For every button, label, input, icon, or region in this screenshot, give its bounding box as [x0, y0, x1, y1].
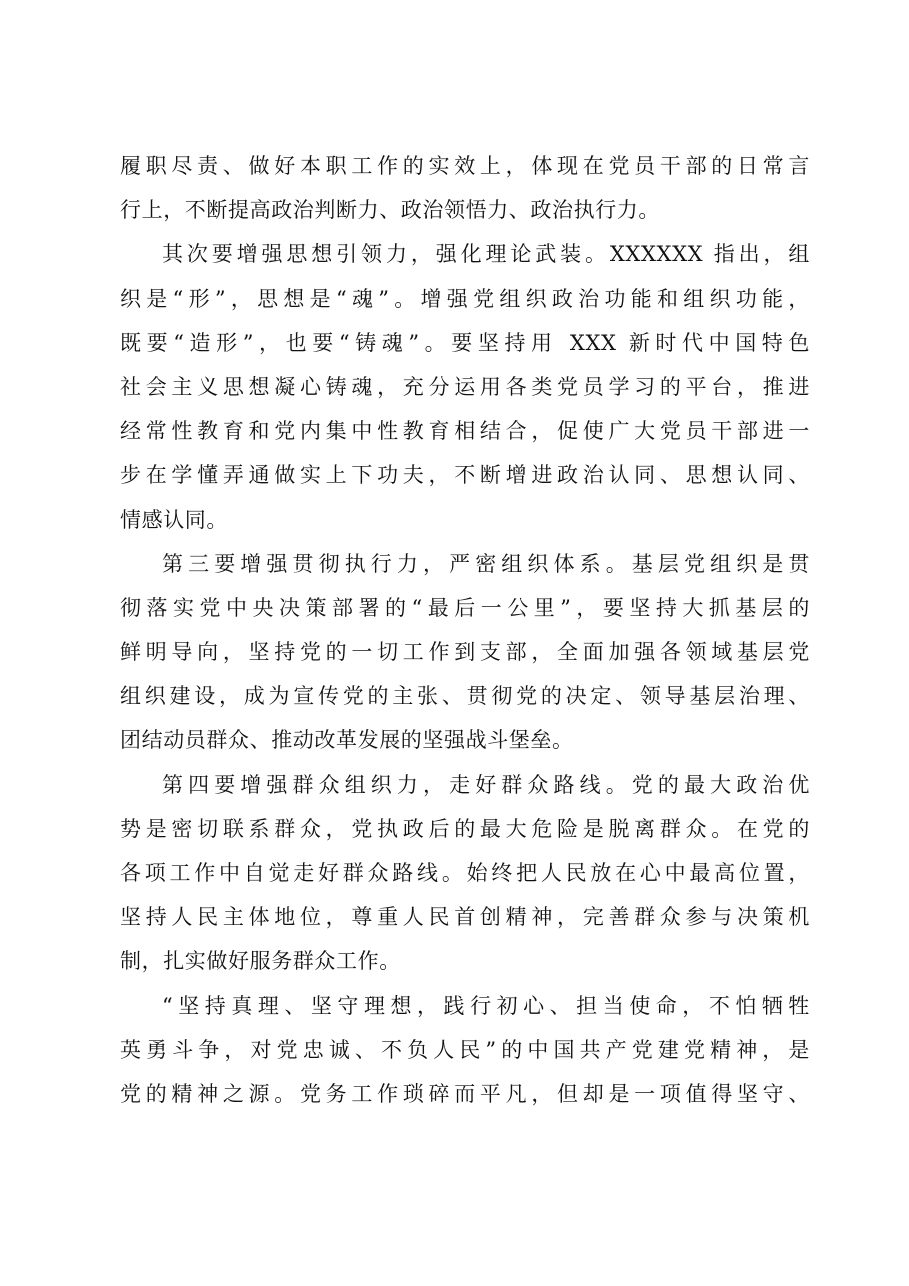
paragraph-line: 制，扎实做好服务群众工作。: [120, 949, 401, 974]
paragraph-line: 各项工作中自觉走好群众路线。始终把人民放在心中最高位置，: [120, 861, 810, 885]
document-body: [120, 155, 810, 1127]
paragraph-line: “坚持真理、坚守理想，践行初心、担当使命，不怕牺牲: [162, 993, 810, 1018]
paragraph-line: 履职尽责、做好本职工作的实效上，体现在党员干部的日常言: [120, 154, 810, 178]
paragraph-line: 组织建设，成为宣传党的主张、贯彻党的决定、领导基层治理、: [120, 684, 810, 709]
paragraph-line: 英勇斗争，对党忠诚、不负人民”的中国共产党建党精神，是: [120, 1037, 810, 1062]
paragraph-line: 其次要增强思想引领力，强化理论武装。XXXXXX 指出，组: [162, 242, 810, 267]
paragraph-line: 鲜明导向，坚持党的一切工作到支部，全面加强各领域基层党: [120, 640, 810, 665]
paragraph-line: 第四要增强群众组织力，走好群众路线。党的最大政治优: [162, 772, 810, 797]
paragraph-line: 党的精神之源。党务工作琐碎而平凡，但却是一项值得坚守、: [120, 1081, 810, 1106]
paragraph-line: 情感认同。: [120, 507, 228, 532]
paragraph-line: 第三要增强贯彻执行力，严密组织体系。基层党组织是贯: [162, 551, 810, 576]
paragraph-line: 势是密切联系群众，党执政后的最大危险是脱离群众。在党的: [120, 816, 810, 841]
paragraph-line: 行上，不断提高政治判断力、政治领悟力、政治执行力。: [120, 198, 660, 223]
paragraph-line: 社会主义思想凝心铸魂，充分运用各类党员学习的平台，推进: [120, 374, 810, 399]
paragraph-line: 既要“造形”，也要“铸魂”。要坚持用 XXX 新时代中国特色: [120, 330, 810, 355]
paragraph-line: 团结动员群众、推动改革发展的坚强战斗堡垒。: [120, 728, 574, 753]
paragraph-line: 步在学懂弄通做实上下功夫，不断增进政治认同、思想认同、: [120, 463, 810, 488]
paragraph-line: 坚持人民主体地位，尊重人民首创精神，完善群众参与决策机: [120, 905, 810, 930]
paragraph-line: 织是“形”，思想是“魂”。增强党组织政治功能和组织功能，: [120, 286, 810, 311]
paragraph-line: 经常性教育和党内集中性教育相结合，促使广大党员干部进一: [120, 419, 810, 444]
paragraph-line: 彻落实党中央决策部署的“最后一公里”，要坚持大抓基层的: [120, 595, 810, 620]
